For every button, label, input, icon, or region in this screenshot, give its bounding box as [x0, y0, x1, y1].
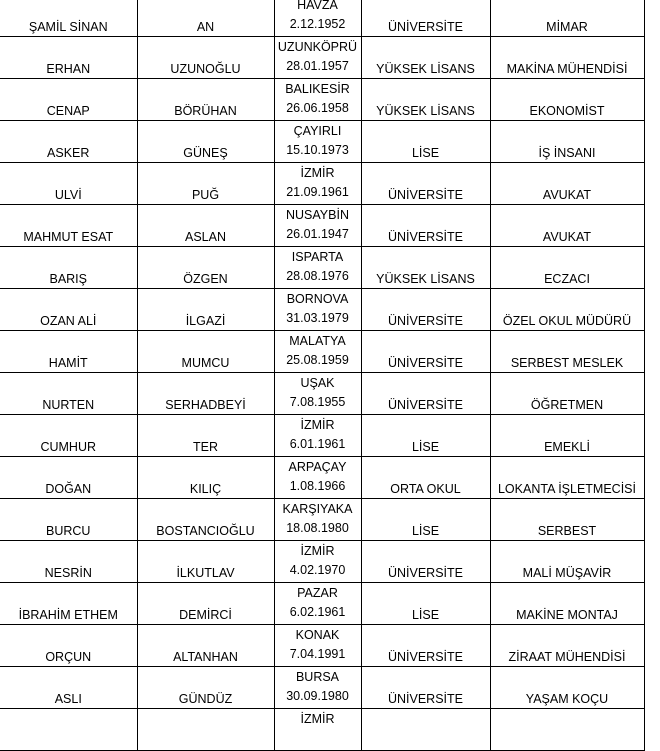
occupation-cell[interactable]: MİMAR — [490, 0, 644, 37]
birth-cell[interactable] — [274, 331, 361, 373]
table-row — [0, 625, 644, 667]
education-cell[interactable]: ÜNİVERSİTE — [361, 163, 490, 205]
birth-cell[interactable] — [274, 541, 361, 583]
surname-cell[interactable]: BOSTANCIOĞLU — [137, 499, 274, 541]
name-cell[interactable]: MAHMUT ESAT — [0, 205, 137, 247]
birthdate-text: 21.09.1961 — [286, 185, 349, 199]
birth-cell[interactable] — [274, 373, 361, 415]
birth-cell[interactable] — [274, 163, 361, 205]
birthdate-text: 26.06.1958 — [286, 101, 349, 115]
table-row — [0, 499, 644, 541]
birthdate-text: 18.08.1980 — [286, 521, 349, 535]
surname-cell[interactable]: ÖZGEN — [137, 247, 274, 289]
name-cell[interactable]: ASKER — [0, 121, 137, 163]
surname-cell[interactable]: İLGAZİ — [137, 289, 274, 331]
surname-cell[interactable]: PUĞ — [137, 163, 274, 205]
birthplace-text: NUSAYBİN — [286, 208, 349, 222]
birthdate-text: 6.01.1961 — [289, 437, 346, 451]
surname-cell[interactable]: İLKUTLAV — [137, 541, 274, 583]
name-cell[interactable]: ŞAMİL SİNAN — [0, 0, 137, 37]
name-cell[interactable]: CUMHUR — [0, 415, 137, 457]
table-row — [0, 247, 644, 289]
education-cell[interactable]: LİSE — [361, 583, 490, 625]
birthdate-text: 30.09.1980 — [286, 689, 349, 703]
birthplace-text: İZMİR — [300, 418, 335, 432]
education-cell[interactable]: ÜNİVERSİTE — [361, 0, 490, 37]
occupation-cell[interactable]: EKONOMİST — [490, 79, 644, 121]
birthdate-text: 15.10.1973 — [286, 143, 349, 157]
table-row — [0, 583, 644, 625]
table-row — [0, 37, 644, 79]
name-cell[interactable]: DOĞAN — [0, 457, 137, 499]
birthplace-text: İZMİR — [300, 166, 335, 180]
surname-cell[interactable]: KILIÇ — [137, 457, 274, 499]
occupation-cell[interactable]: MAKİNA MÜHENDİSİ — [490, 37, 644, 79]
birthplace-text: ÇAYIRLI — [293, 124, 342, 138]
birthdate-text: 26.01.1947 — [286, 227, 349, 241]
occupation-cell[interactable]: AVUKAT — [490, 205, 644, 247]
name-cell[interactable]: OZAN ALİ — [0, 289, 137, 331]
table-row — [0, 163, 644, 205]
occupation-cell[interactable]: ÖZEL OKUL MÜDÜRÜ — [490, 289, 644, 331]
name-cell[interactable]: ASLI — [0, 667, 137, 709]
birth-cell[interactable] — [274, 625, 361, 667]
birthdate-text: 6.02.1961 — [289, 605, 346, 619]
birthdate-text: 28.01.1957 — [286, 59, 349, 73]
surname-cell[interactable]: DEMİRCİ — [137, 583, 274, 625]
birth-cell[interactable] — [274, 709, 361, 751]
name-cell[interactable]: HAMİT — [0, 331, 137, 373]
birthplace-text: İZMİR — [300, 544, 335, 558]
birth-cell[interactable] — [274, 583, 361, 625]
table-row — [0, 121, 644, 163]
occupation-cell[interactable]: SERBEST — [490, 499, 644, 541]
occupation-cell[interactable]: ÖĞRETMEN — [490, 373, 644, 415]
occupation-cell[interactable]: SERBEST MESLEK — [490, 331, 644, 373]
surname-cell[interactable]: SERHADBEYİ — [137, 373, 274, 415]
birthplace-text: İZMİR — [300, 712, 335, 726]
birthplace-text: HAVZA — [297, 0, 338, 12]
birthdate-text: 7.08.1955 — [289, 395, 346, 409]
table-row — [0, 667, 644, 709]
birth-cell[interactable] — [274, 289, 361, 331]
education-cell[interactable]: ÜNİVERSİTE — [361, 625, 490, 667]
education-cell[interactable]: ÜNİVERSİTE — [361, 205, 490, 247]
surname-cell[interactable] — [137, 709, 274, 751]
surname-cell[interactable]: AN — [137, 0, 274, 37]
birthplace-text: UZUNKÖPRÜ — [277, 40, 358, 54]
birth-cell[interactable] — [274, 37, 361, 79]
name-cell[interactable]: ORÇUN — [0, 625, 137, 667]
name-cell[interactable]: İBRAHİM ETHEM — [0, 583, 137, 625]
birth-cell[interactable] — [274, 667, 361, 709]
birth-cell[interactable] — [274, 457, 361, 499]
education-cell[interactable]: LİSE — [361, 415, 490, 457]
birthdate-text: 7.04.1991 — [289, 647, 346, 661]
surname-cell[interactable]: TER — [137, 415, 274, 457]
birth-cell[interactable] — [274, 121, 361, 163]
birth-cell[interactable] — [274, 205, 361, 247]
education-cell[interactable]: ÜNİVERSİTE — [361, 667, 490, 709]
name-cell[interactable] — [0, 709, 137, 751]
surname-cell[interactable]: UZUNOĞLU — [137, 37, 274, 79]
name-cell[interactable]: NURTEN — [0, 373, 137, 415]
education-cell[interactable]: ORTA OKUL — [361, 457, 490, 499]
table-row — [0, 709, 644, 751]
birth-cell[interactable] — [274, 79, 361, 121]
occupation-cell[interactable]: LOKANTA İŞLETMECİSİ — [490, 457, 644, 499]
table-row — [0, 331, 644, 373]
birthplace-text: ISPARTA — [291, 250, 344, 264]
table-row — [0, 205, 644, 247]
name-cell[interactable]: CENAP — [0, 79, 137, 121]
birthdate-text: 2.12.1952 — [289, 17, 346, 31]
surname-cell[interactable]: BÖRÜHAN — [137, 79, 274, 121]
education-cell[interactable]: YÜKSEK LİSANS — [361, 247, 490, 289]
birthplace-text: UŞAK — [300, 376, 335, 390]
education-cell[interactable]: YÜKSEK LİSANS — [361, 37, 490, 79]
education-cell[interactable]: YÜKSEK LİSANS — [361, 79, 490, 121]
occupation-cell[interactable]: AVUKAT — [490, 163, 644, 205]
birthplace-text: KONAK — [295, 628, 340, 642]
table-row — [0, 289, 644, 331]
occupation-cell[interactable]: MALİ MÜŞAVİR — [490, 541, 644, 583]
birth-cell[interactable] — [274, 247, 361, 289]
occupation-cell[interactable]: YAŞAM KOÇU — [490, 667, 644, 709]
birthplace-text: MALATYA — [289, 334, 346, 348]
table-row — [0, 0, 644, 37]
birthdate-text: 28.08.1976 — [286, 269, 349, 283]
surname-cell[interactable]: ALTANHAN — [137, 625, 274, 667]
occupation-cell[interactable]: ECZACI — [490, 247, 644, 289]
birthplace-text: BORNOVA — [286, 292, 349, 306]
occupation-cell[interactable]: İŞ İNSANI — [490, 121, 644, 163]
birthplace-text: BALIKESİR — [285, 82, 350, 96]
table-row — [0, 457, 644, 499]
table-row — [0, 541, 644, 583]
surname-cell[interactable]: GÜNDÜZ — [137, 667, 274, 709]
birthdate-text: 1.08.1966 — [289, 479, 346, 493]
surname-cell[interactable]: GÜNEŞ — [137, 121, 274, 163]
table-row — [0, 373, 644, 415]
education-cell[interactable]: ÜNİVERSİTE — [361, 289, 490, 331]
occupation-cell[interactable] — [490, 709, 644, 751]
birth-cell[interactable] — [274, 415, 361, 457]
birthplace-text: KARŞIYAKA — [282, 502, 353, 516]
education-cell[interactable]: ÜNİVERSİTE — [361, 373, 490, 415]
surname-cell[interactable]: MUMCU — [137, 331, 274, 373]
birthdate-text: 4.02.1970 — [289, 563, 346, 577]
birthplace-text: BURSA — [295, 670, 340, 684]
name-cell[interactable]: ULVİ — [0, 163, 137, 205]
birthplace-text: ARPAÇAY — [288, 460, 347, 474]
table-row — [0, 79, 644, 121]
birth-cell[interactable] — [274, 0, 361, 37]
name-cell[interactable]: NESRİN — [0, 541, 137, 583]
table-row — [0, 415, 644, 457]
surname-cell[interactable]: ASLAN — [137, 205, 274, 247]
education-cell[interactable]: ÜNİVERSİTE — [361, 541, 490, 583]
birthdate-text: 31.03.1979 — [286, 311, 349, 325]
occupation-cell[interactable]: ZİRAAT MÜHENDİSİ — [490, 625, 644, 667]
education-cell[interactable] — [361, 709, 490, 751]
name-cell[interactable]: BARIŞ — [0, 247, 137, 289]
education-cell[interactable]: ÜNİVERSİTE — [361, 331, 490, 373]
education-cell[interactable]: LİSE — [361, 499, 490, 541]
birthdate-text: 25.08.1959 — [286, 353, 349, 367]
name-cell[interactable]: BURCU — [0, 499, 137, 541]
birth-cell[interactable] — [274, 499, 361, 541]
occupation-cell[interactable]: MAKİNE MONTAJ — [490, 583, 644, 625]
birthplace-text: PAZAR — [297, 586, 338, 600]
occupation-cell[interactable]: EMEKLİ — [490, 415, 644, 457]
education-cell[interactable]: LİSE — [361, 121, 490, 163]
name-cell[interactable]: ERHAN — [0, 37, 137, 79]
